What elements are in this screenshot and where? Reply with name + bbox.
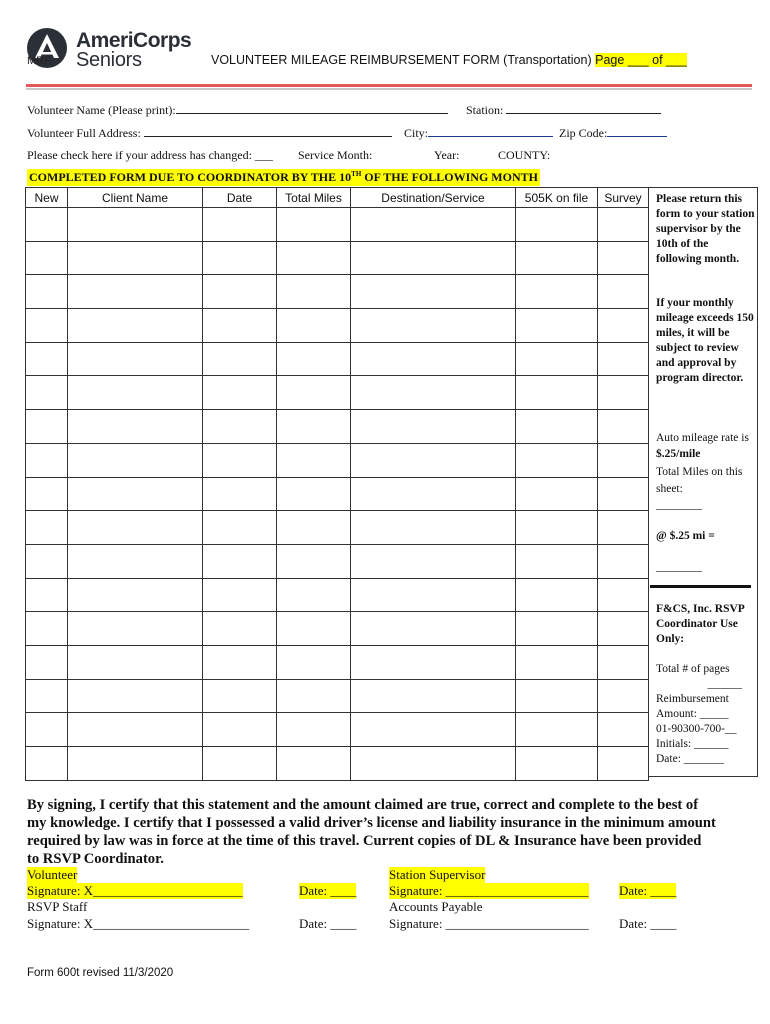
- table-cell[interactable]: [277, 309, 351, 343]
- rate-value: $.25/mile: [656, 448, 701, 460]
- table-cell[interactable]: [351, 679, 516, 713]
- table-cell[interactable]: [516, 241, 598, 275]
- table-cell[interactable]: [277, 376, 351, 410]
- table-cell[interactable]: [203, 511, 277, 545]
- table-row: [26, 477, 649, 511]
- table-cell[interactable]: [26, 645, 68, 679]
- table-cell[interactable]: [203, 679, 277, 713]
- table-cell[interactable]: [598, 477, 649, 511]
- form-title-row: [211, 53, 687, 67]
- volunteer-date[interactable]: Date: ____: [299, 883, 357, 898]
- station-field[interactable]: [506, 102, 661, 114]
- rate-calc-blank[interactable]: ________: [656, 561, 702, 573]
- table-cell[interactable]: [351, 208, 516, 242]
- address-changed-label[interactable]: Please check here if your address has changed: ___: [27, 148, 273, 162]
- table-cell[interactable]: [277, 275, 351, 309]
- due-banner-text: COMPLETED FORM DUE TO COORDINATOR BY THE 10: [29, 170, 352, 184]
- table-cell[interactable]: [203, 747, 277, 781]
- table-cell[interactable]: [351, 342, 516, 376]
- table-row: [26, 612, 649, 646]
- table-body: [26, 208, 649, 781]
- table-cell[interactable]: [516, 645, 598, 679]
- zip-label: Zip Code:: [559, 126, 608, 140]
- table-cell[interactable]: [351, 443, 516, 477]
- table-cell[interactable]: [68, 410, 203, 444]
- table-row: [26, 679, 649, 713]
- col-survey: Survey: [598, 188, 649, 208]
- table-cell[interactable]: [277, 578, 351, 612]
- table-cell[interactable]: [26, 747, 68, 781]
- table-row: [26, 511, 649, 545]
- due-banner-sup: TH: [351, 170, 362, 178]
- table-cell[interactable]: [26, 275, 68, 309]
- address-row: [27, 125, 392, 141]
- table-cell[interactable]: [598, 679, 649, 713]
- table-cell[interactable]: [516, 713, 598, 747]
- table-cell[interactable]: [68, 612, 203, 646]
- table-cell[interactable]: [203, 342, 277, 376]
- table-row: [26, 443, 649, 477]
- table-cell[interactable]: [277, 410, 351, 444]
- zip-row: [559, 125, 667, 141]
- volunteer-name-row: [27, 102, 448, 118]
- table-cell[interactable]: [516, 747, 598, 781]
- col-505k: 505K on file: [516, 188, 598, 208]
- table-header-row: [26, 188, 649, 208]
- table-cell[interactable]: [68, 241, 203, 275]
- table-cell[interactable]: [277, 679, 351, 713]
- volunteer-name-field[interactable]: [176, 102, 448, 114]
- table-cell[interactable]: [598, 747, 649, 781]
- table-cell[interactable]: [516, 208, 598, 242]
- rate-calc-label: @ $.25 mi =: [656, 530, 715, 542]
- table-cell[interactable]: [351, 376, 516, 410]
- table-cell[interactable]: [203, 713, 277, 747]
- station-label: Station:: [466, 103, 504, 117]
- header-rule: [26, 84, 752, 87]
- table-cell[interactable]: [68, 477, 203, 511]
- city-field[interactable]: [428, 125, 553, 137]
- table-cell[interactable]: [203, 443, 277, 477]
- side-divider: [650, 585, 751, 588]
- certification-statement: By signing, I certify that this statement and the amount claimed are true, correct and complete to the best of my knowledge. I certify that I possessed a valid driver’s license and liability insurance in the minimum amount required by law was in force at the time of this travel. Current copies of DL & Insurance have been provided to RSVP Coordinator.: [27, 797, 716, 867]
- table-cell[interactable]: [26, 376, 68, 410]
- table-cell[interactable]: [351, 645, 516, 679]
- supervisor-title: Station Supervisor: [389, 867, 486, 882]
- table-cell[interactable]: [68, 443, 203, 477]
- table-cell[interactable]: [351, 275, 516, 309]
- table-cell[interactable]: [68, 713, 203, 747]
- year-label[interactable]: Year:: [434, 148, 460, 162]
- table-cell[interactable]: [26, 342, 68, 376]
- table-cell[interactable]: [598, 275, 649, 309]
- table-cell[interactable]: [351, 713, 516, 747]
- address-field[interactable]: [144, 125, 392, 137]
- table-cell[interactable]: [516, 477, 598, 511]
- table-row: [26, 376, 649, 410]
- rate-prefix: Auto mileage rate is: [656, 432, 749, 444]
- table-cell[interactable]: [26, 309, 68, 343]
- table-cell[interactable]: [598, 578, 649, 612]
- table-cell[interactable]: [203, 477, 277, 511]
- table-row: [26, 578, 649, 612]
- coordinator-date-field[interactable]: Date: _______: [656, 753, 725, 765]
- total-pages-blank[interactable]: ______: [707, 678, 742, 690]
- table-cell[interactable]: [598, 511, 649, 545]
- table-cell[interactable]: [277, 208, 351, 242]
- rate-notice: [656, 430, 756, 462]
- accounts-payable-signature[interactable]: Signature: ______________________: [389, 916, 589, 931]
- table-cell[interactable]: [203, 612, 277, 646]
- col-date: Date: [203, 188, 277, 208]
- table-cell[interactable]: [516, 544, 598, 578]
- mileage-log-table: [25, 187, 649, 781]
- table-cell[interactable]: [26, 477, 68, 511]
- col-destination: Destination/Service: [351, 188, 516, 208]
- table-cell[interactable]: [598, 410, 649, 444]
- city-row: [404, 125, 553, 141]
- table-cell[interactable]: [26, 544, 68, 578]
- form-revision: Form 600t revised 11/3/2020: [27, 967, 174, 979]
- due-banner: [27, 169, 540, 186]
- page-number-field[interactable]: Page ___ of ___: [595, 53, 687, 67]
- table-cell[interactable]: [26, 679, 68, 713]
- table-cell[interactable]: [598, 612, 649, 646]
- table-row: [26, 342, 649, 376]
- volunteer-title: Volunteer: [27, 867, 78, 882]
- accounts-payable-title: Accounts Payable: [389, 899, 483, 914]
- return-notice: Please return this form to your station supervisor by the 10th of the following month.: [656, 193, 755, 265]
- table-cell[interactable]: [277, 747, 351, 781]
- table-cell[interactable]: [598, 241, 649, 275]
- col-total-miles: Total Miles: [277, 188, 351, 208]
- table-cell[interactable]: [68, 578, 203, 612]
- table-cell[interactable]: [516, 443, 598, 477]
- table-cell[interactable]: [26, 443, 68, 477]
- table-cell[interactable]: [516, 376, 598, 410]
- address-label: Volunteer Full Address:: [27, 126, 141, 140]
- table-cell[interactable]: [598, 376, 649, 410]
- table-cell[interactable]: [26, 612, 68, 646]
- table-cell[interactable]: [277, 511, 351, 545]
- table-cell[interactable]: [68, 747, 203, 781]
- table-cell[interactable]: [68, 309, 203, 343]
- account-code-field[interactable]: 01-90300-700-__: [656, 723, 737, 735]
- table-cell[interactable]: [351, 241, 516, 275]
- table-cell[interactable]: [351, 578, 516, 612]
- reimbursement-field[interactable]: Reimbursement Amount: _____: [656, 693, 729, 720]
- supervisor-signature[interactable]: Signature: ______________________: [389, 883, 589, 898]
- form-code: MRF: [27, 55, 51, 67]
- table-cell[interactable]: [26, 511, 68, 545]
- table-cell[interactable]: [203, 208, 277, 242]
- table-cell[interactable]: [68, 679, 203, 713]
- table-cell[interactable]: [351, 477, 516, 511]
- table-cell[interactable]: [516, 511, 598, 545]
- table-cell[interactable]: [277, 645, 351, 679]
- table-cell[interactable]: [516, 342, 598, 376]
- table-cell[interactable]: [351, 410, 516, 444]
- table-row: [26, 208, 649, 242]
- table-cell[interactable]: [203, 309, 277, 343]
- table-cell[interactable]: [277, 713, 351, 747]
- table-cell[interactable]: [516, 578, 598, 612]
- table-cell[interactable]: [277, 544, 351, 578]
- table-cell[interactable]: [203, 376, 277, 410]
- volunteer-name-label: Volunteer Name (Please print):: [27, 103, 176, 117]
- table-cell[interactable]: [203, 544, 277, 578]
- table-cell[interactable]: [516, 275, 598, 309]
- table-cell[interactable]: [598, 544, 649, 578]
- zip-field[interactable]: [607, 125, 667, 137]
- table-cell[interactable]: [26, 578, 68, 612]
- table-cell[interactable]: [68, 645, 203, 679]
- table-cell[interactable]: [598, 713, 649, 747]
- accounts-payable-date[interactable]: Date: ____: [619, 916, 677, 931]
- table-cell[interactable]: [68, 376, 203, 410]
- table-cell[interactable]: [598, 309, 649, 343]
- table-cell[interactable]: [68, 511, 203, 545]
- table-cell[interactable]: [277, 612, 351, 646]
- table-cell[interactable]: [351, 511, 516, 545]
- table-cell[interactable]: [516, 612, 598, 646]
- city-label: City:: [404, 126, 429, 140]
- brand-line2: Seniors: [76, 49, 142, 71]
- initials-field[interactable]: Initials: ______: [656, 738, 729, 750]
- table-cell[interactable]: [351, 309, 516, 343]
- total-miles-label: Total Miles on this sheet:: [656, 466, 743, 495]
- table-cell[interactable]: [598, 443, 649, 477]
- total-pages-label: Total # of pages: [656, 663, 730, 675]
- table-cell[interactable]: [277, 443, 351, 477]
- table-row: [26, 241, 649, 275]
- service-month-label[interactable]: Service Month:: [298, 148, 373, 162]
- table-cell[interactable]: [68, 208, 203, 242]
- table-cell[interactable]: [203, 410, 277, 444]
- table-row: [26, 544, 649, 578]
- county-label[interactable]: COUNTY:: [498, 148, 551, 162]
- mileage-notice: If your monthly mileage exceeds 150 miles, it will be subject to review and approval by program director.: [656, 297, 754, 384]
- col-new: New: [26, 188, 68, 208]
- table-cell[interactable]: [277, 241, 351, 275]
- table-cell[interactable]: [68, 342, 203, 376]
- table-cell[interactable]: [516, 410, 598, 444]
- supervisor-date[interactable]: Date: ____: [619, 883, 677, 898]
- table-row: [26, 747, 649, 781]
- table-cell[interactable]: [598, 645, 649, 679]
- table-cell[interactable]: [598, 342, 649, 376]
- rsvp-staff-signature[interactable]: Signature: X________________________: [27, 916, 250, 931]
- table-row: [26, 309, 649, 343]
- table-cell[interactable]: [598, 208, 649, 242]
- station-row: [466, 102, 661, 118]
- table-cell[interactable]: [26, 410, 68, 444]
- table-cell[interactable]: [351, 612, 516, 646]
- table-cell[interactable]: [351, 544, 516, 578]
- address-changed-row: [27, 148, 273, 163]
- brand-line1: AmeriCorps: [76, 29, 192, 52]
- header-rule-shadow: [26, 88, 752, 90]
- total-miles-blank[interactable]: ________: [656, 499, 702, 511]
- volunteer-signature[interactable]: Signature: X_______________________: [27, 883, 243, 898]
- rsvp-staff-date[interactable]: Date: ____: [299, 916, 357, 931]
- form-title: VOLUNTEER MILEAGE REIMBURSEMENT FORM (Transportation): [211, 53, 592, 67]
- due-banner-text-end: OF THE FOLLOWING MONTH: [361, 170, 538, 184]
- table-cell[interactable]: [516, 679, 598, 713]
- table-cell[interactable]: [277, 342, 351, 376]
- table-row: [26, 713, 649, 747]
- table-cell[interactable]: [68, 544, 203, 578]
- table-cell[interactable]: [277, 477, 351, 511]
- table-cell[interactable]: [26, 241, 68, 275]
- coordinator-use-heading: F&CS, Inc. RSVP Coordinator Use Only:: [656, 603, 745, 645]
- table-cell[interactable]: [26, 208, 68, 242]
- table-cell[interactable]: [203, 578, 277, 612]
- table-row: [26, 645, 649, 679]
- table-row: [26, 275, 649, 309]
- table-cell[interactable]: [26, 713, 68, 747]
- table-cell[interactable]: [203, 241, 277, 275]
- table-cell[interactable]: [351, 747, 516, 781]
- table-row: [26, 410, 649, 444]
- table-cell[interactable]: [203, 645, 277, 679]
- table-cell[interactable]: [203, 275, 277, 309]
- table-cell[interactable]: [68, 275, 203, 309]
- table-cell[interactable]: [516, 309, 598, 343]
- col-client-name: Client Name: [68, 188, 203, 208]
- rsvp-staff-title: RSVP Staff: [27, 899, 88, 914]
